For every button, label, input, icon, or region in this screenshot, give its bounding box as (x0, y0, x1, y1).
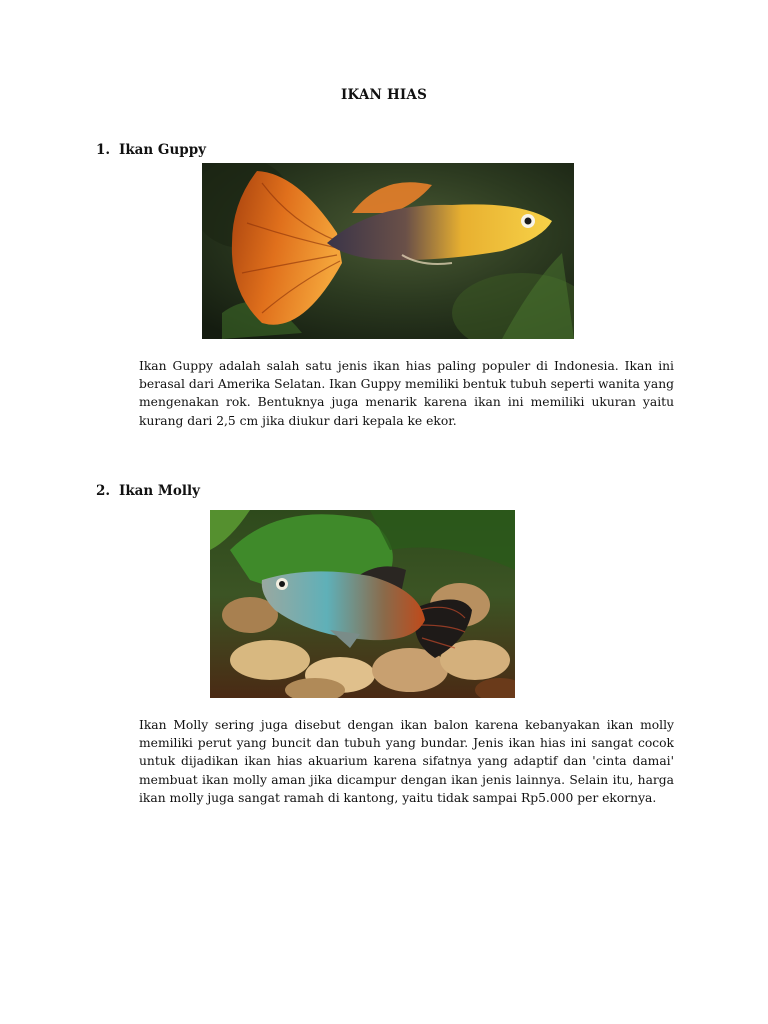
section-number: 2. (96, 483, 111, 499)
molly-description: Ikan Molly sering juga disebut dengan ikan balon karena kebanyakan ikan molly memiliki perut yang buncit dan tubuh yang bundar. Jenis ikan hias ini sangat cocok untuk dijadikan ikan hias akuarium karena sifatnya yang adaptif dan 'cinta damai' membuat ikan molly aman jika dicampur dengan ikan jenis lainnya. Selain itu, harga ikan molly juga sangat ramah di kantong, yaitu tidak sampai Rp5.000 per ekornya. (139, 718, 674, 805)
guppy-fish-photo (202, 163, 574, 339)
page-title: IKAN HIAS (340, 87, 428, 103)
section-number: 1. (96, 142, 111, 158)
section-heading-guppy (96, 142, 206, 158)
molly-fish-photo (210, 510, 515, 698)
guppy-description: Ikan Guppy adalah salah satu jenis ikan hias paling populer di Indonesia. Ikan ini berasal dari Amerika Selatan. Ikan Guppy memiliki bentuk tubuh seperti wanita yang mengenakan rok. Bentuknya juga menarik karena ikan ini memiliki ukuran yaitu kurang dari 2,5 cm jika diukur dari kepala ke ekor. (139, 359, 674, 428)
section-heading-molly (96, 483, 200, 499)
section-title: Ikan Guppy (119, 142, 206, 158)
section-title: Ikan Molly (119, 483, 200, 499)
